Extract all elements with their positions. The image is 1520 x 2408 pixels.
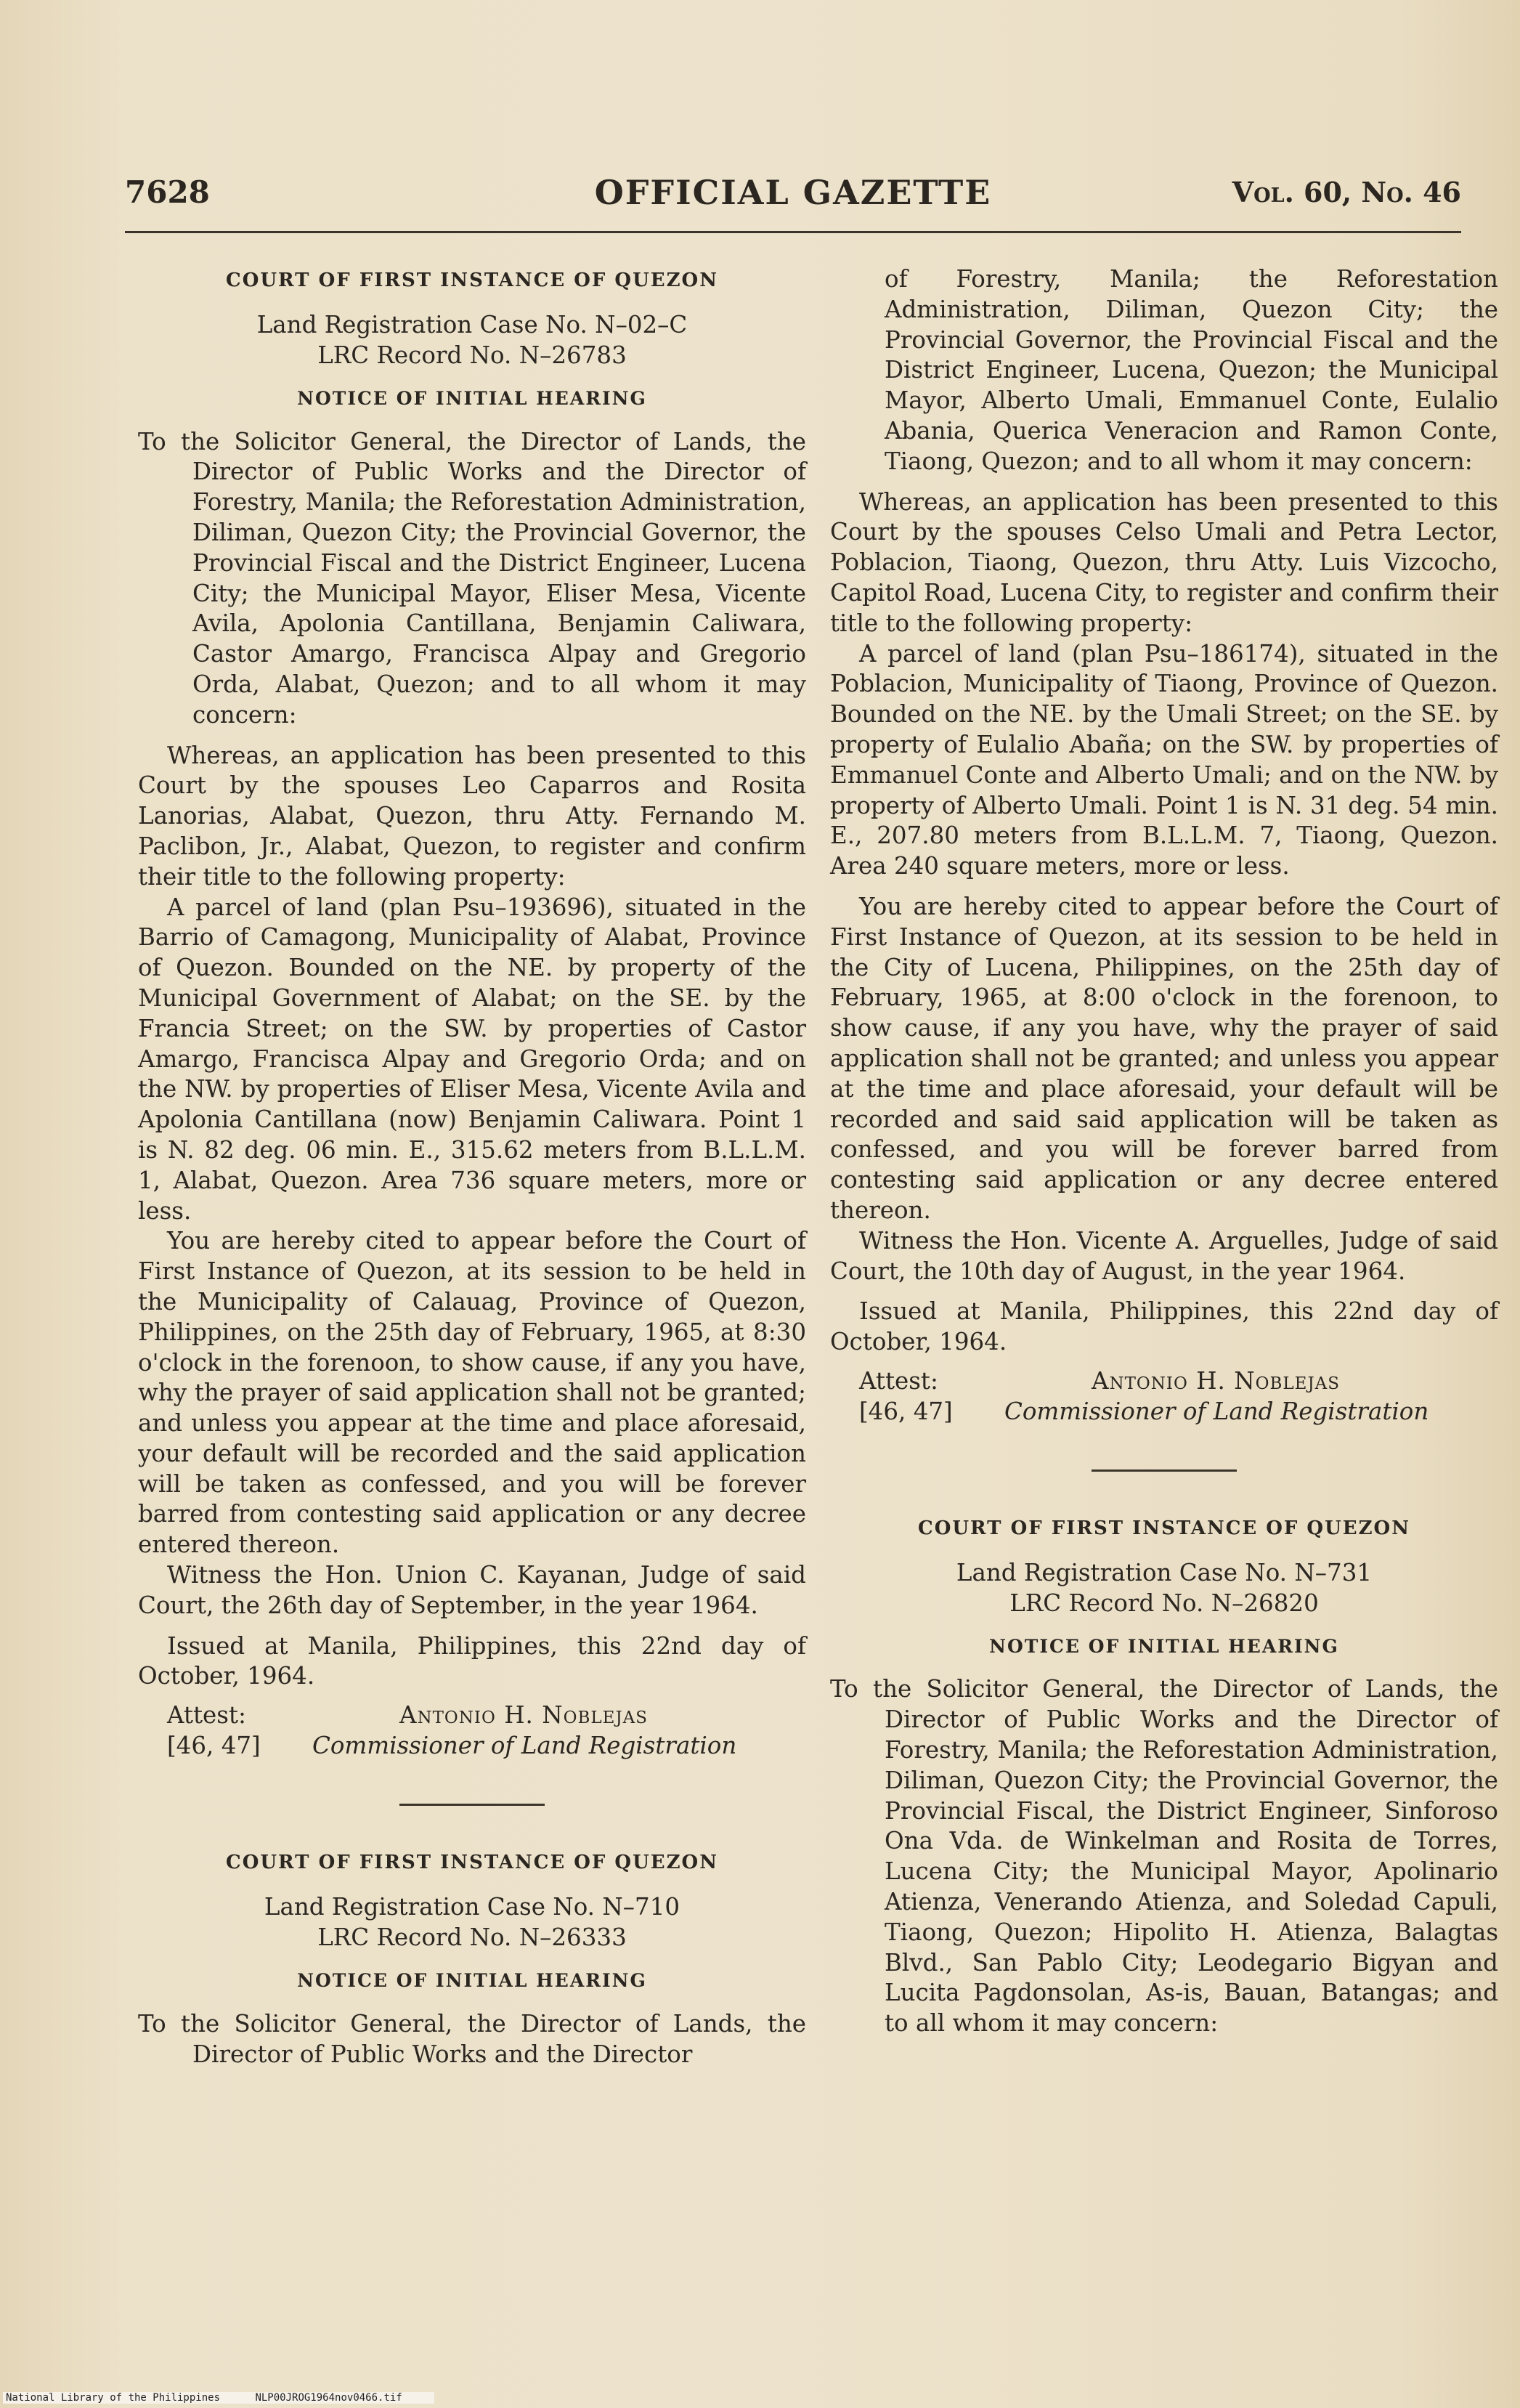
issue-refs: [46, 47] [167, 1732, 261, 1760]
attest-label: Attest: [167, 1701, 246, 1730]
lrc-record: LRC Record No. N–26333 [317, 1923, 627, 1952]
whereas-paragraph: Whereas, an application has been presented to this Court by the spouses Leo Caparros and Rosita Lanorias, Alabat, Quezon, thru Atty. Fernando M. Paclibon, Jr., Alabat, Quezon, to register and confirm their title to the following property: [138, 741, 806, 891]
case-number: Land Registration Case No. N–02–C [256, 310, 688, 339]
lrc-record: LRC Record No. N–26820 [1009, 1589, 1319, 1617]
notice-divider [1092, 1469, 1237, 1472]
right-column [830, 264, 1498, 2039]
scan-footer [3, 2392, 434, 2404]
header-rule [125, 231, 1461, 233]
signatory-name: Antonio H. Noblejas [1092, 1366, 1341, 1395]
file-name: NLP00JROG1964nov0466.tif [255, 2392, 402, 2404]
notice-heading: NOTICE OF INITIAL HEARING [297, 387, 647, 409]
attest-row [138, 1700, 806, 1731]
page-number: 7628 [125, 174, 210, 210]
case-number: Land Registration Case No. N–710 [264, 1893, 680, 1921]
signatory-row [138, 1731, 806, 1762]
court-name: COURT OF FIRST INSTANCE OF QUEZON [226, 1852, 718, 1874]
issued-paragraph: Issued at Manila, Philippines, this 22nd day of October, 1964. [138, 1631, 806, 1690]
signatory-title: Commissioner of Land Registration [312, 1732, 737, 1760]
witness-paragraph: Witness the Hon. Union C. Kayanan, Judge of said Court, the 26th day of September, in the year 1964. [138, 1561, 806, 1619]
notice-divider [399, 1804, 545, 1806]
issued-paragraph: Issued at Manila, Philippines, this 22nd day of October, 1964. [830, 1297, 1498, 1356]
parcel-description: A parcel of land (plan Psu–193696), situated in the Barrio of Camagong, Municipality of Alabat, Province of Quezon. Bounded on the NE. by property of the Municipal Government of Alabat; on the SE. by the Francia Street; on the SW. by properties of Castor Amargo, Francisca Alpay and Gregorio Orda; and on the NW. by properties of Eliser Mesa, Vicente Avila and Apolonia Cantillana (now) Benjamin Caliwara. Point 1 is N. 82 deg. 06 min. E., 315.62 meters from B.L.L.M. 1, Alabat, Quezon. Area 736 square meters, more or less. [138, 893, 806, 1225]
notice-heading: NOTICE OF INITIAL HEARING [297, 1970, 647, 1992]
witness-paragraph: Witness the Hon. Vicente A. Arguelles, Judge of said Court, the 10th day of August, in the year 1964. [830, 1226, 1498, 1285]
addressees-continued: of Forestry, Manila; the Reforestation Administration, Diliman, Quezon City; the Provincial Governor, the Provincial Fiscal and the District Engineer, Lucena, Quezon; the Municipal Mayor, Alberto Umali, Emmanuel Conte, Eulalio Abania, Querica Veneracion and Ramon Conte, Tiaong, Quezon; and to all whom it may concern: [885, 265, 1498, 475]
lrc-record: LRC Record No. N–26783 [317, 341, 627, 369]
attest-label: Attest: [859, 1366, 938, 1395]
notice-heading: NOTICE OF INITIAL HEARING [989, 1635, 1339, 1657]
addressees: To the Solicitor General, the Director of Lands, the Director of Public Works and the Director [138, 2009, 806, 2068]
signatory-row [830, 1397, 1498, 1427]
addressees: To the Solicitor General, the Director of Lands, the Director of Public Works and the Director of Forestry, Manila; the Reforestation Administration, Diliman, Quezon City; the Provincial Governor, the Provincial Fiscal and the District Engineer, Lucena City; the Municipal Mayor, Eliser Mesa, Vicente Avila, Apolonia Cantillana, Benjamin Caliwara, Castor Amargo, Francisca Alpay and Gregorio Orda, Alabat, Quezon; and to all whom it may concern: [138, 427, 806, 729]
parcel-description: A parcel of land (plan Psu–186174), situated in the Poblacion, Municipality of Tiaong, Province of Quezon. Bounded on the NE. by the Umali Street; on the SE. by property of Eulalio Abaña; on the SW. by properties of Emmanuel Conte and Alberto Umali; and on the NW. by property of Alberto Umali. Point 1 is N. 31 deg. 54 min. E., 207.80 meters from B.L.L.M. 7, Tiaong, Quezon. Area 240 square meters, more or less. [830, 639, 1498, 880]
publication-title: OFFICIAL GAZETTE [594, 173, 992, 212]
citation-paragraph: You are hereby cited to appear before the Court of First Instance of Quezon, at its session to be held in the City of Lucena, Philippines, on the 25th day of February, 1965, at 8:00 o'clock in the forenoon, to show cause, if any you have, why the prayer of said application shall not be granted; and unless you appear at the time and place aforesaid, your default will be recorded and said said application will be taken as confessed, and you will be forever barred from contesting said application or any decree entered thereon. [830, 892, 1498, 1224]
signatory-title: Commissioner of Land Registration [1004, 1397, 1429, 1425]
court-name: COURT OF FIRST INSTANCE OF QUEZON [918, 1517, 1410, 1539]
attest-row [830, 1366, 1498, 1397]
whereas-paragraph: Whereas, an application has been presented to this Court by the spouses Celso Umali and Petra Lector, Poblacion, Tiaong, Quezon, thru Atty. Luis Vizcocho, Capitol Road, Lucena City, to register and confirm their title to the following property: [830, 487, 1498, 637]
library-credit: National Library of the Philippines [6, 2392, 221, 2404]
issue-refs: [46, 47] [859, 1397, 953, 1425]
citation-paragraph: You are hereby cited to appear before the Court of First Instance of Quezon, at its session to be held in the Municipality of Calauag, Province of Quezon, Philippines, on the 25th day of February, 1965, at 8:30 o'clock in the forenoon, to show cause, if any you have, why the prayer of said application shall not be granted; and unless you appear at the time and place aforesaid, your default will be recorded and the said application will be taken as confessed, and you will be forever barred from contesting said application or any decree entered thereon. [138, 1227, 806, 1559]
volume-number: Vol. 60, No. 46 [1232, 176, 1461, 208]
signatory-name: Antonio H. Noblejas [399, 1701, 649, 1730]
page-header [125, 169, 1461, 219]
court-name: COURT OF FIRST INSTANCE OF QUEZON [226, 269, 718, 291]
addressees: To the Solicitor General, the Director of Lands, the Director of Public Works and the Director of Forestry, Manila; the Reforestation Administration, Diliman, Quezon City; the Provincial Governor, the Provincial Fiscal, the District Engineer, Sinforoso Ona Vda. de Winkelman and Rosita de Torres, Lucena City; the Municipal Mayor, Apolinario Atienza, Venerando Atienza, and Soledad Capuli, Tiaong, Quezon; Hipolito H. Atienza, Balagtas Blvd., San Pablo City; Leodegario Bigyan and Lucita Pagdonsolan, As-is, Bauan, Batangas; and to all whom it may concern: [830, 1675, 1498, 2038]
left-column [138, 262, 806, 2069]
case-number: Land Registration Case No. N–731 [956, 1558, 1373, 1586]
